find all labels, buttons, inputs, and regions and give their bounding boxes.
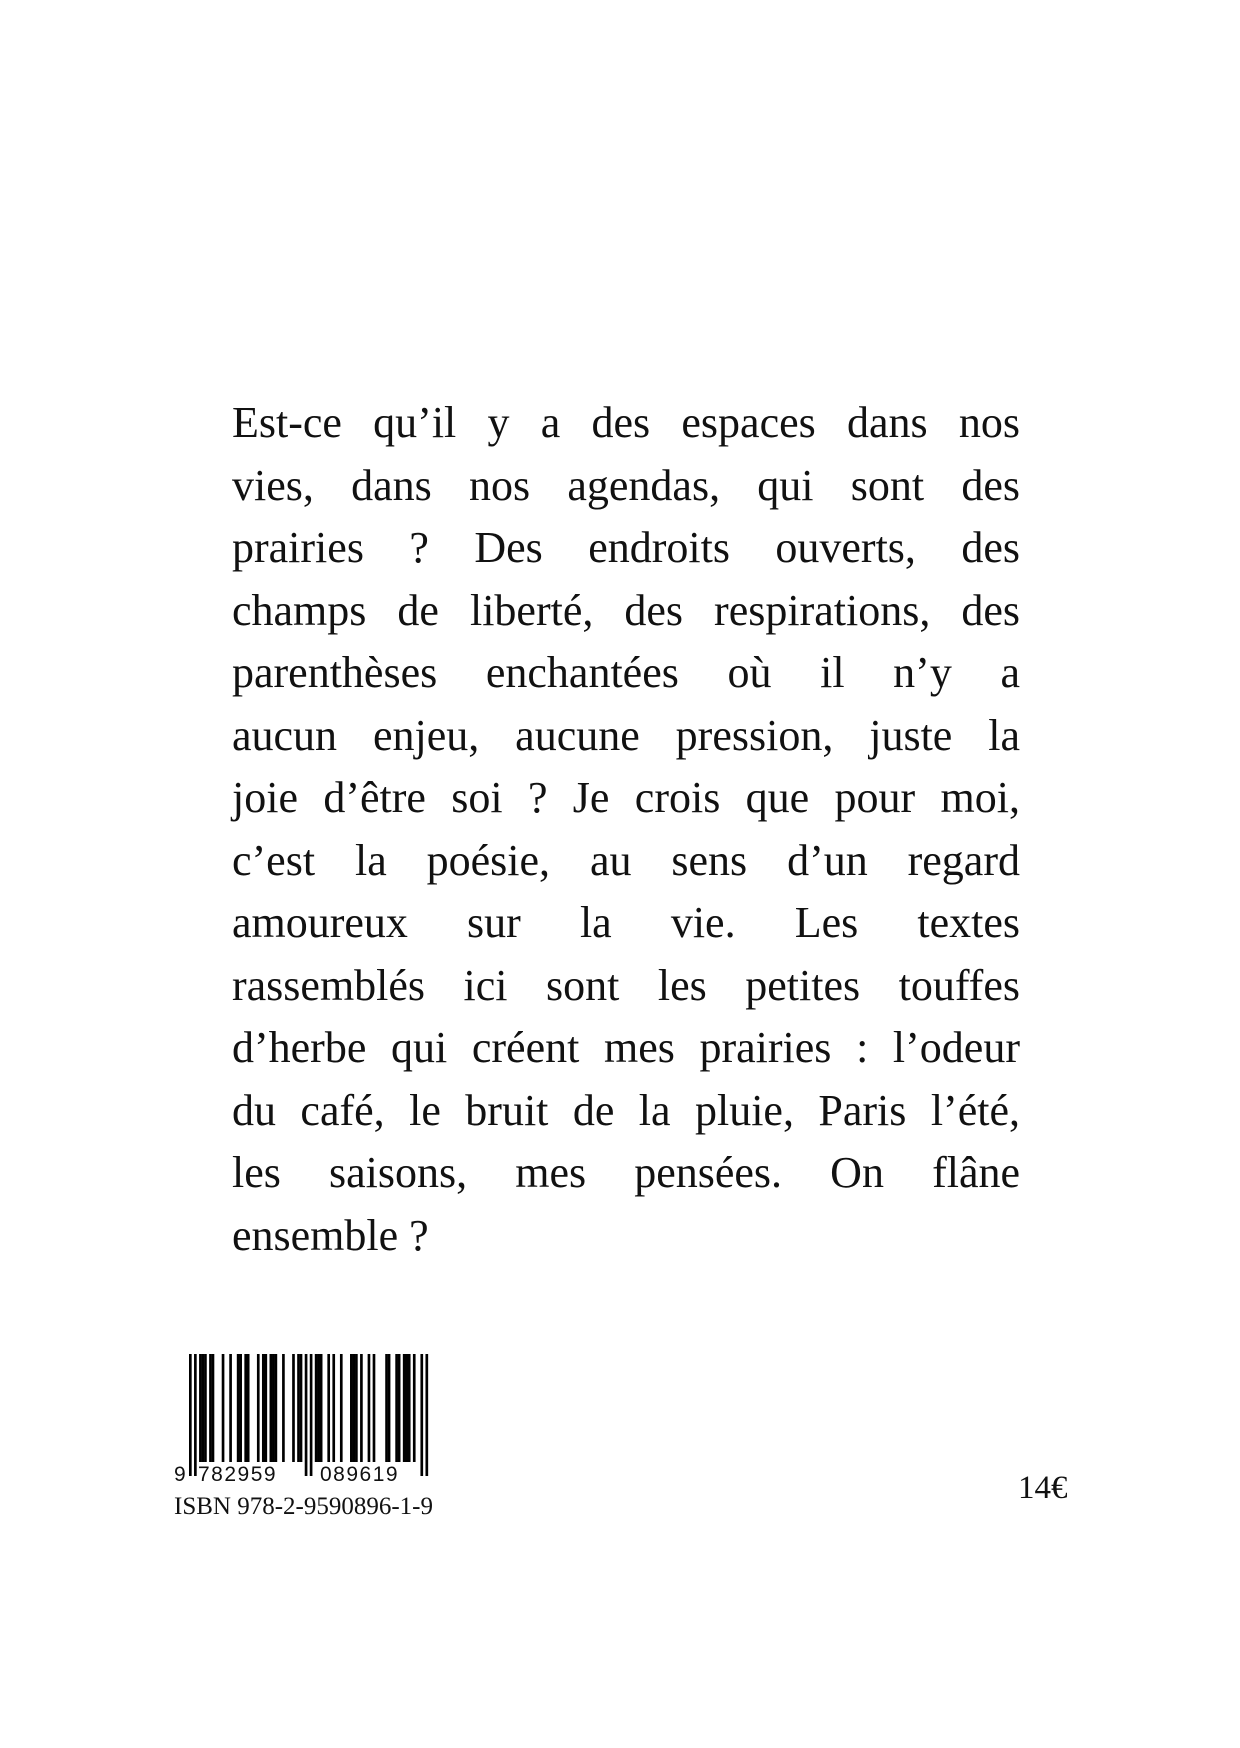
barcode-digits-right: 089619: [320, 1463, 400, 1486]
barcode-bar: [398, 1354, 401, 1462]
barcode-bar: [244, 1354, 247, 1462]
barcode-bar: [413, 1354, 416, 1462]
barcode-bar: [199, 1354, 202, 1462]
isbn-label: ISBN 978-2-9590896-1-9: [174, 1493, 434, 1520]
barcode-bar: [264, 1354, 267, 1462]
blurb-line: amoureux sur la vie. Les textes: [232, 898, 1020, 947]
blurb-line: prairies ? Des endroits ouverts, des: [232, 523, 1020, 572]
barcode-guard-bar: [189, 1354, 192, 1476]
barcode-bar: [297, 1354, 300, 1462]
barcode-bar: [204, 1354, 207, 1462]
blurb-line: rassemblés ici sont les petites touffes: [232, 960, 1020, 1010]
barcode-guard-bar: [194, 1354, 197, 1476]
barcode-bar: [355, 1354, 358, 1462]
barcode-bar: [405, 1354, 408, 1462]
barcode-bar: [300, 1354, 303, 1462]
price-label: 14€: [1018, 1470, 1068, 1506]
barcode-bar: [257, 1354, 260, 1462]
barcode-bar: [327, 1354, 330, 1462]
barcode-bar: [209, 1354, 212, 1462]
barcode-bar: [317, 1354, 320, 1462]
barcode-bar: [222, 1354, 225, 1462]
barcode-bar: [403, 1354, 406, 1462]
barcode-digits: [174, 1462, 432, 1490]
barcode-bar: [395, 1354, 398, 1462]
barcode-bar: [385, 1354, 388, 1462]
barcode-guard-bar: [425, 1354, 428, 1476]
barcode-digits-left: 782959: [198, 1463, 278, 1486]
blurb-line: joie d’être soi ? Je crois que pour moi,: [232, 773, 1020, 822]
barcode-bar: [320, 1354, 323, 1462]
barcode-bar: [262, 1354, 265, 1462]
barcode-bar: [237, 1354, 240, 1462]
barcode-bar: [332, 1354, 335, 1462]
barcode-bar: [315, 1354, 318, 1462]
barcode-bar: [350, 1354, 353, 1462]
barcode-bar: [212, 1354, 215, 1462]
blurb-line: parenthèses enchantées où il n’y a: [232, 648, 1020, 697]
blurb-line: les saisons, mes pensées. On flâne: [232, 1148, 1020, 1197]
barcode-bar: [282, 1354, 285, 1462]
barcode-bar: [247, 1354, 250, 1462]
blurb-line: ensemble ?: [232, 1210, 429, 1260]
barcode-bar: [340, 1354, 343, 1462]
blurb-line: c’est la poésie, au sens d’un regard: [232, 835, 1020, 885]
barcode-bar: [275, 1354, 278, 1462]
barcode-bar: [353, 1354, 356, 1462]
barcode-digit-first: 9: [174, 1463, 186, 1486]
barcode-bar: [368, 1354, 371, 1462]
barcode-bar: [270, 1354, 273, 1462]
barcode-bar: [360, 1354, 363, 1462]
back-cover-blurb: [232, 392, 1020, 1267]
blurb-line: vies, dans nos agendas, qui sont des: [232, 460, 1020, 510]
barcode-guard-bar: [305, 1354, 308, 1476]
barcode-bar: [229, 1354, 232, 1462]
blurb-line: d’herbe qui créent mes prairies : l’odeur: [232, 1023, 1020, 1072]
barcode-graphic: [174, 1354, 432, 1462]
blurb-line: champs de liberté, des respirations, des: [232, 585, 1020, 635]
barcode-bar: [373, 1354, 376, 1462]
blurb-line: Est-ce qu’il y a des espaces dans nos: [232, 398, 1020, 447]
barcode-guard-bar: [420, 1354, 423, 1476]
barcode-bar: [272, 1354, 275, 1462]
barcode-guard-bar: [310, 1354, 313, 1476]
blurb-line: aucun enjeu, aucune pression, juste la: [232, 710, 1020, 760]
barcode-bar: [408, 1354, 411, 1462]
barcode-bar: [239, 1354, 242, 1462]
barcode-bar: [388, 1354, 391, 1462]
blurb-line: du café, le bruit de la pluie, Paris l’été,: [232, 1085, 1020, 1135]
barcode-bar: [292, 1354, 295, 1462]
barcode-bar: [202, 1354, 205, 1462]
